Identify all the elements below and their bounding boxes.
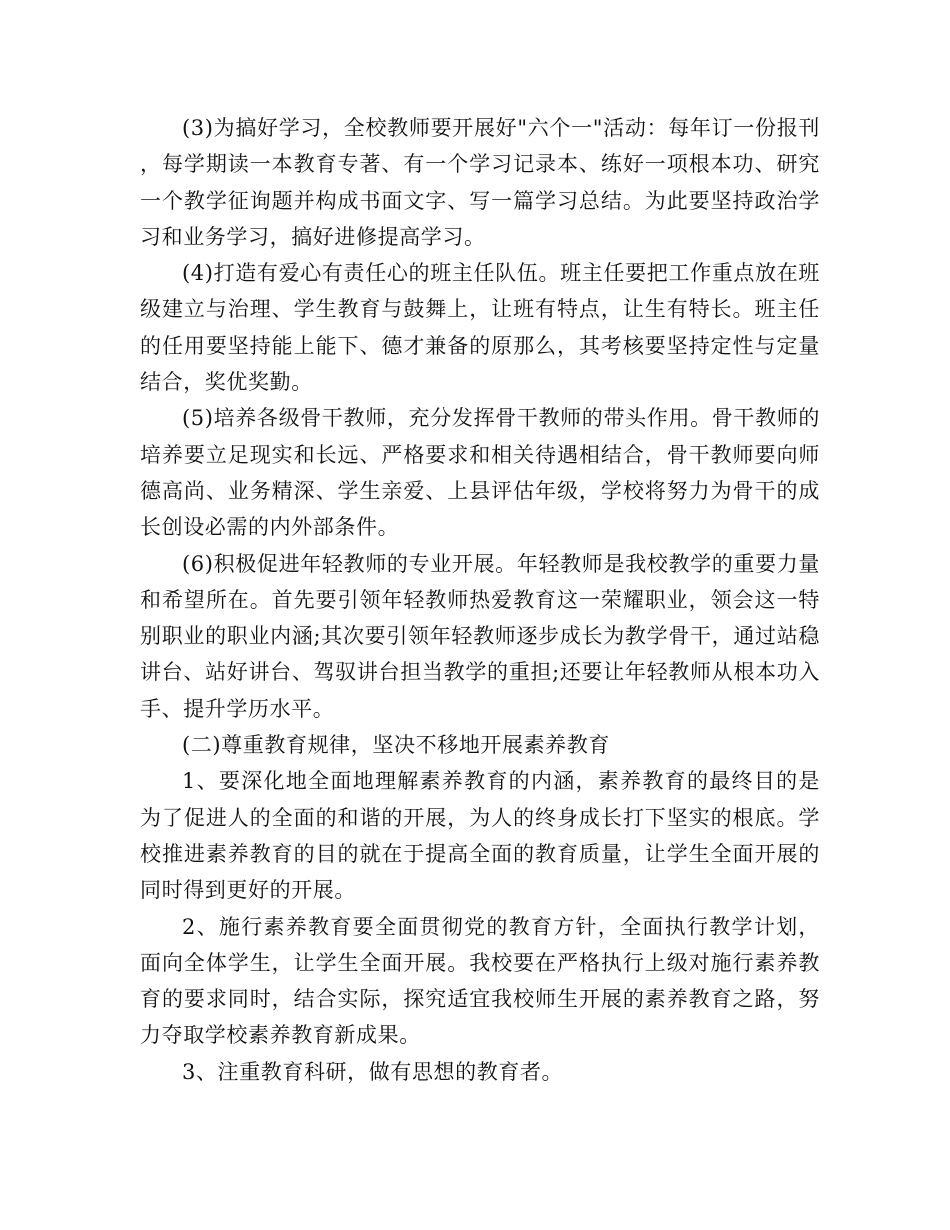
paragraph-quality-education-3: 3、注重教育科研，做有思想的教育者。 [182, 1059, 564, 1084]
paragraph-teacher-study: (3)为搞好学习，全校教师要开展好"六个一"活动：每年订一份报刊，每学期读一本教育专著、有一个学习记录本、练好一项根本功、研究一个教学征询题并构成书面文字、写一篇学习总结。为此要坚持政治学习和业务学习，搞好进修提高学习。 [140, 116, 820, 249]
paragraph-young-teachers: (6)积极促进年轻教师的专业开展。年轻教师是我校教学的重要力量和希望所在。首先要引领年轻教师热爱教育这一荣耀职业，领会这一特别职业的职业内涵;其次要引领年轻教师逐步成长为教学骨干，通过站稳讲台、站好讲台、驾驭讲台担当教学的重担;还要让年轻教师从根本功入手、提升学历水平。 [140, 551, 820, 721]
document-body [140, 110, 820, 1090]
paragraph-quality-education-2: 2、施行素养教育要全面贯彻党的教育方针，全面执行教学计划，面向全体学生，让学生全面开展。我校要在严格执行上级对施行素养教育的要求同时，结合实际，探究适宜我校师生开展的素养教育之路，努力夺取学校素养教育新成果。 [140, 914, 820, 1048]
paragraph-quality-education-1: 1、要深化地全面地理解素养教育的内涵，素养教育的最终目的是为了促进人的全面的和谐的开展，为人的终身成长打下坚实的根底。学校推进素养教育的目的就在于提高全面的教育质量，让学生全面开展的同时得到更好的开展。 [140, 769, 820, 903]
paragraph-class-teacher-team: (4)打造有爱心有责任心的班主任队伍。班主任要把工作重点放在班级建立与治理、学生教育与鼓舞上，让班有特点，让生有特长。班主任的任用要坚持能上能下、德才兼备的原那么，其考核要坚持定性与定量结合，奖优奖勤。 [140, 261, 820, 395]
paragraph-backbone-teachers: (5)培养各级骨干教师，充分发挥骨干教师的带头作用。骨干教师的培养要立足现实和长远、严格要求和相关待遇相结合，骨干教师要向师德高尚、业务精深、学生亲爱、上县评估年级，学校将努力为骨干的成长创设必需的内外部条件。 [140, 406, 820, 540]
section-heading-quality-education: (二)尊重教育规律，坚决不移地开展素养教育 [182, 733, 610, 758]
